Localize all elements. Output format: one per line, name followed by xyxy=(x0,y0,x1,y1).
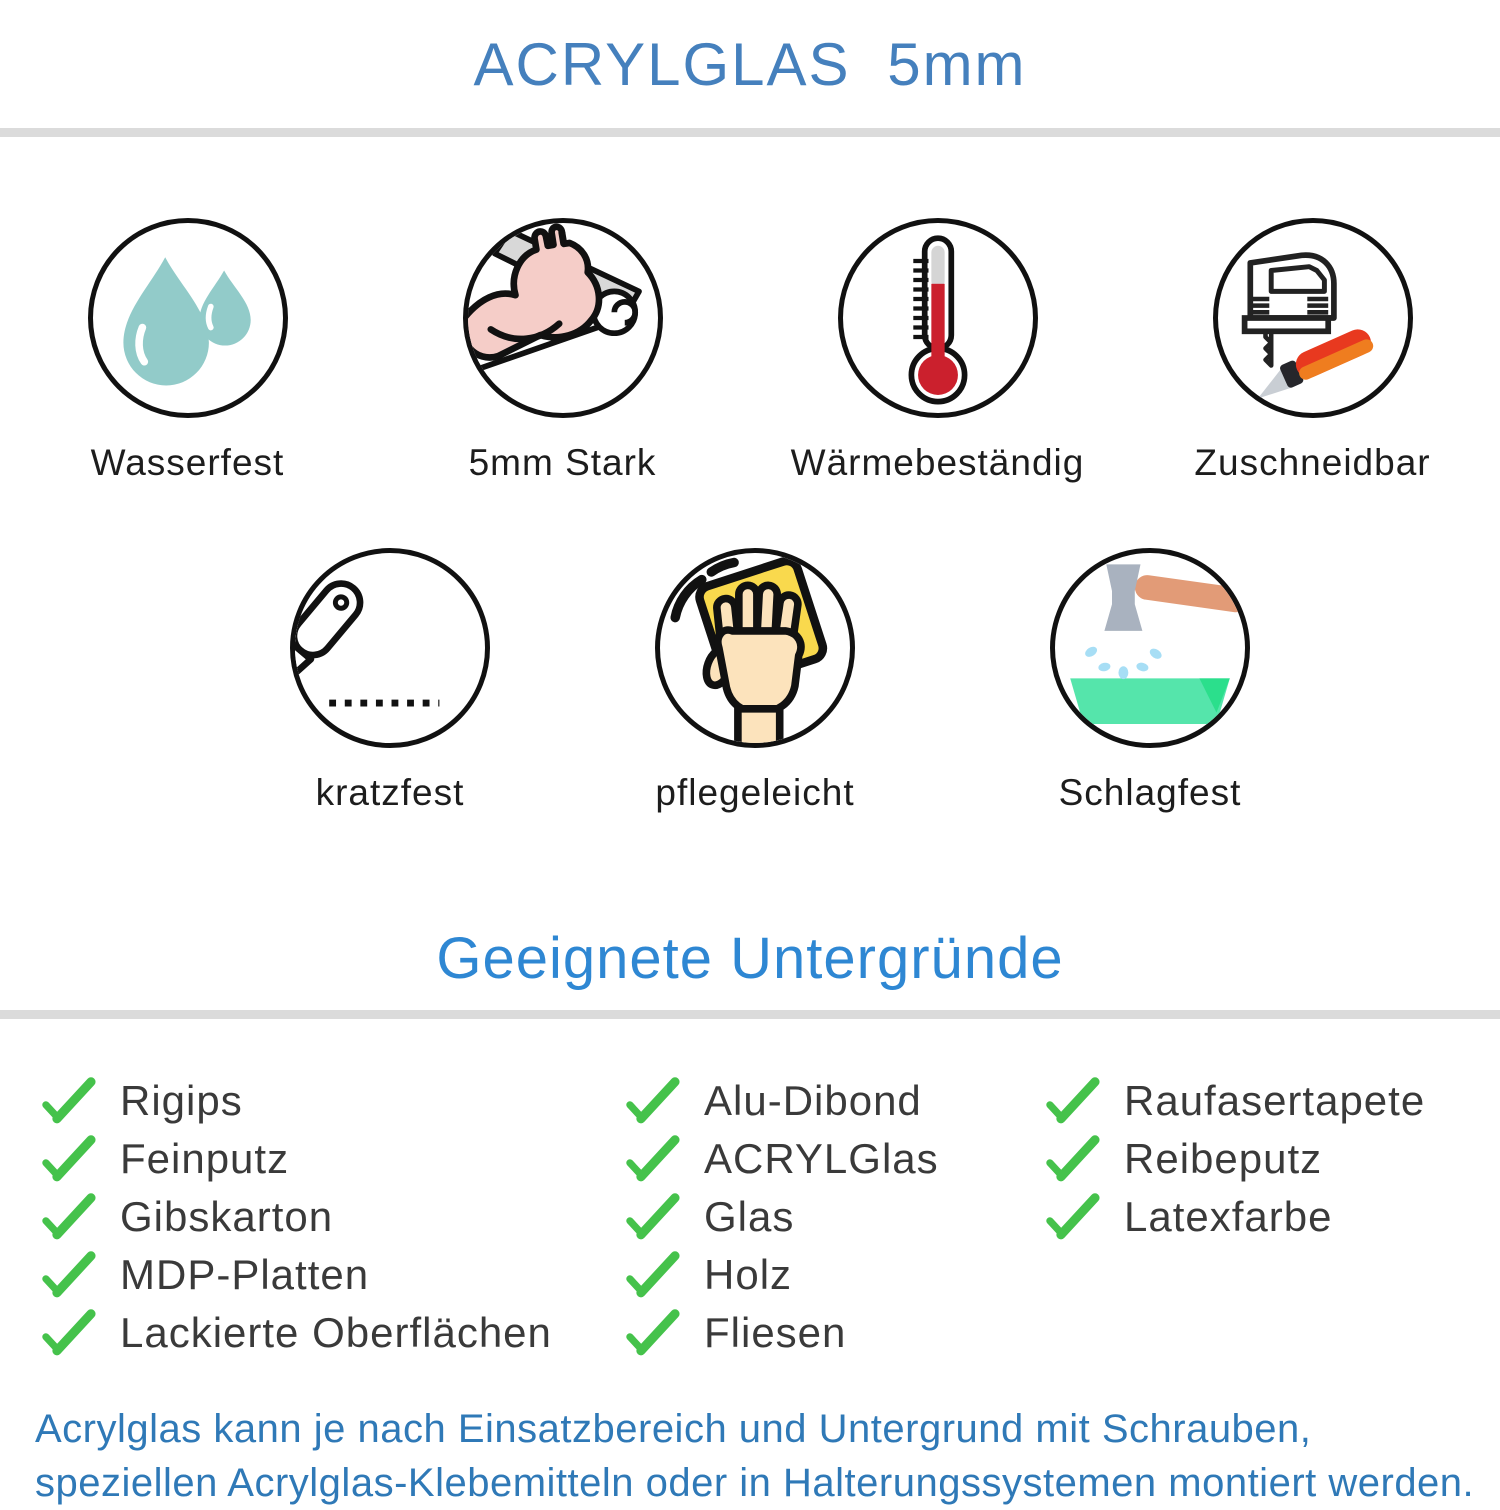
check-icon xyxy=(622,1077,680,1125)
utility-knife-icon xyxy=(290,548,490,748)
list-item xyxy=(622,1246,939,1304)
thermometer-icon xyxy=(838,218,1038,418)
substrates-column-3 xyxy=(1042,1072,1425,1246)
water-drops-icon xyxy=(88,218,288,418)
list-item xyxy=(38,1072,552,1130)
list-item xyxy=(622,1130,939,1188)
feature-label: Wasserfest xyxy=(90,442,285,483)
feature-pflegeleicht xyxy=(560,548,950,814)
feature-wasserfest xyxy=(0,218,375,484)
cleaning-hand-icon xyxy=(655,548,855,748)
list-item xyxy=(38,1304,552,1362)
check-icon xyxy=(622,1309,680,1357)
features-row-1 xyxy=(0,218,1500,484)
substrate-label: Glas xyxy=(704,1193,795,1240)
feature-label: Schlagfest xyxy=(1058,772,1242,813)
list-item xyxy=(38,1246,552,1304)
list-item xyxy=(622,1072,939,1130)
list-item xyxy=(622,1304,939,1362)
list-item xyxy=(622,1188,939,1246)
substrates-column-2 xyxy=(622,1072,939,1362)
divider-bar xyxy=(0,128,1500,137)
list-item xyxy=(1042,1188,1425,1246)
substrate-label: Alu-Dibond xyxy=(704,1077,922,1124)
muscle-arm-icon xyxy=(463,218,663,418)
feature-label: Zuschneidbar xyxy=(1194,442,1431,483)
list-item xyxy=(1042,1072,1425,1130)
substrate-label: Reibeputz xyxy=(1124,1135,1323,1182)
substrate-label: Feinputz xyxy=(120,1135,290,1182)
footer-line-1: Acrylglas kann je nach Einsatzbereich und Untergrund mit Schrauben, xyxy=(35,1407,1312,1451)
substrate-label: Holz xyxy=(704,1251,793,1298)
substrate-label: Latexfarbe xyxy=(1124,1193,1333,1240)
substrate-label: Lackierte Oberflächen xyxy=(120,1309,552,1356)
substrate-label: Fliesen xyxy=(704,1309,847,1356)
section-title: Geeignete Untergründe xyxy=(436,926,1064,991)
substrate-label: Raufasertapete xyxy=(1124,1077,1426,1124)
substrate-label: Rigips xyxy=(120,1077,243,1124)
list-item xyxy=(38,1188,552,1246)
substrate-label: MDP-Platten xyxy=(120,1251,370,1298)
footer-line-2: speziellen Acrylglas-Klebemitteln oder in Halterungssystemen montiert werden. xyxy=(35,1461,1475,1505)
check-icon xyxy=(38,1309,96,1357)
substrate-label: Gibskarton xyxy=(120,1193,334,1240)
check-icon xyxy=(622,1193,680,1241)
feature-label: pflegeleicht xyxy=(655,772,855,813)
check-icon xyxy=(38,1135,96,1183)
check-icon xyxy=(38,1077,96,1125)
substrates-column-1 xyxy=(38,1072,552,1362)
feature-label: 5mm Stark xyxy=(468,442,657,483)
hammer-icon xyxy=(1050,548,1250,748)
check-icon xyxy=(1042,1193,1100,1241)
page-title: ACRYLGLAS 5mm xyxy=(473,31,1027,98)
divider-bar xyxy=(0,1010,1500,1019)
check-icon xyxy=(38,1193,96,1241)
substrate-label: ACRYLGlas xyxy=(704,1135,939,1182)
jigsaw-icon xyxy=(1213,218,1413,418)
check-icon xyxy=(1042,1077,1100,1125)
check-icon xyxy=(622,1135,680,1183)
feature-schlagfest xyxy=(955,548,1345,814)
feature-zuschneidbar xyxy=(1125,218,1500,484)
check-icon xyxy=(1042,1135,1100,1183)
feature-label: kratzfest xyxy=(315,772,465,813)
feature-5mm-stark xyxy=(375,218,750,484)
feature-waermebestaendig xyxy=(750,218,1125,484)
list-item xyxy=(1042,1130,1425,1188)
list-item xyxy=(38,1130,552,1188)
feature-label: Wärmebeständig xyxy=(790,442,1085,483)
check-icon xyxy=(622,1251,680,1299)
footer-note xyxy=(35,1402,1474,1510)
check-icon xyxy=(38,1251,96,1299)
feature-kratzfest xyxy=(195,548,585,814)
